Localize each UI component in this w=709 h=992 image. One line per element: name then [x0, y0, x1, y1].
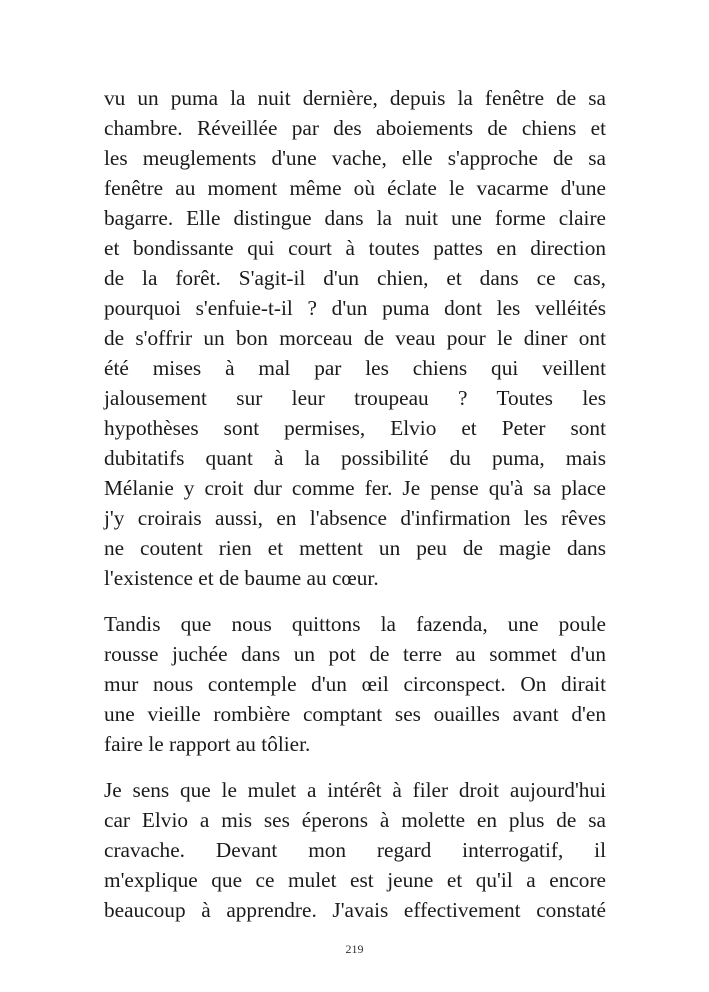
text-line: vu un puma la nuit dernière, depuis la fenêtre de sa: [104, 86, 606, 110]
text-line: ne coutent rien et mettent un peu de magie dans: [104, 536, 606, 560]
text-line: jalousement sur leur troupeau ? Toutes les: [104, 386, 606, 410]
text-line: Mélanie y croit dur comme fer. Je pense qu'à sa place: [104, 476, 606, 500]
paragraph-1: [104, 83, 606, 593]
text-line: les meuglements d'une vache, elle s'approche de sa: [104, 146, 606, 170]
text-line: car Elvio a mis ses éperons à molette en plus de sa: [104, 808, 606, 832]
text-line: Tandis que nous quittons la fazenda, une poule: [104, 612, 606, 636]
text-line: cravache. Devant mon regard interrogatif, il: [104, 838, 606, 862]
body-text: [104, 83, 606, 941]
text-line: faire le rapport au tôlier.: [104, 732, 311, 756]
text-line: une vieille rombière comptant ses ouailles avant d'en: [104, 702, 606, 726]
text-line: de s'offrir un bon morceau de veau pour le diner ont: [104, 326, 606, 350]
text-line: l'existence et de baume au cœur.: [104, 566, 379, 590]
text-line: m'explique que ce mulet est jeune et qu'il a encore: [104, 868, 606, 892]
text-line: Je sens que le mulet a intérêt à filer droit aujourd'hui: [104, 778, 606, 802]
text-line: j'y croirais aussi, en l'absence d'infirmation les rêves: [104, 506, 606, 530]
text-line: chambre. Réveillée par des aboiements de chiens et: [104, 116, 606, 140]
text-line: mur nous contemple d'un œil circonspect. On dirait: [104, 672, 606, 696]
text-line: bagarre. Elle distingue dans la nuit une forme claire: [104, 206, 606, 230]
page-number: 219: [345, 942, 364, 956]
text-line: fenêtre au moment même où éclate le vacarme d'une: [104, 176, 606, 200]
paragraph-3: [104, 775, 606, 925]
paragraph-2: [104, 609, 606, 759]
text-line: été mises à mal par les chiens qui veillent: [104, 356, 606, 380]
text-line: rousse juchée dans un pot de terre au sommet d'un: [104, 642, 606, 666]
text-line: hypothèses sont permises, Elvio et Peter sont: [104, 416, 606, 440]
text-line: beaucoup à apprendre. J'avais effectivement constaté: [104, 898, 606, 922]
text-line: dubitatifs quant à la possibilité du puma, mais: [104, 446, 606, 470]
text-line: de la forêt. S'agit-il d'un chien, et dans ce cas,: [104, 266, 606, 290]
text-line: et bondissante qui court à toutes pattes en direction: [104, 236, 606, 260]
text-line: pourquoi s'enfuie-t-il ? d'un puma dont les velléités: [104, 296, 606, 320]
